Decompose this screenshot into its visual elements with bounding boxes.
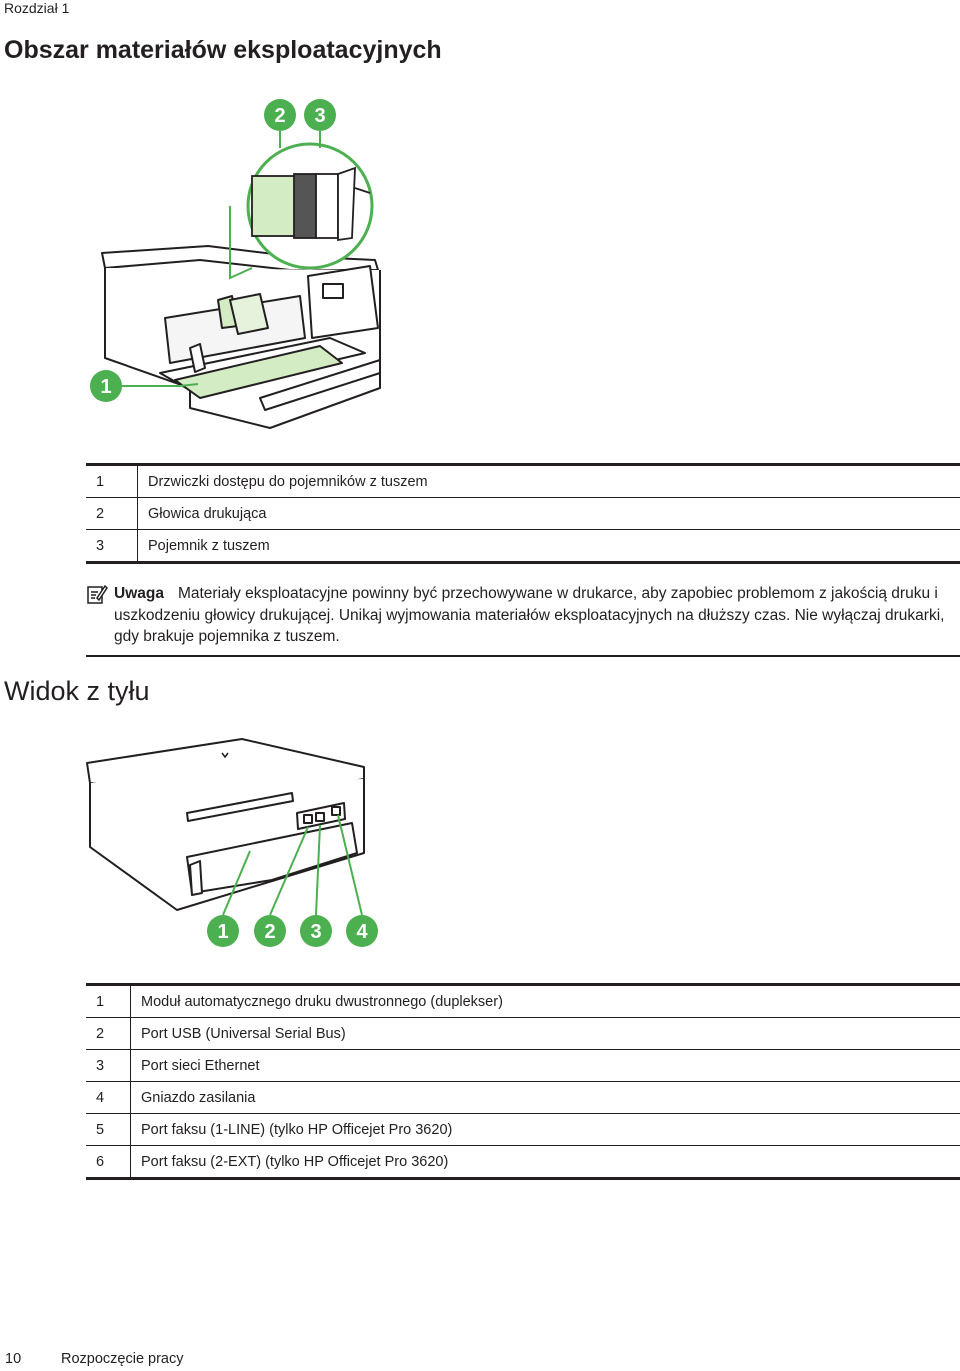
printer-rear-illustration: [82, 735, 392, 953]
note-text-block: [114, 583, 960, 648]
table-row: [86, 1146, 960, 1179]
table-row: [86, 1114, 960, 1146]
section-title-supplies: Obszar materiałów eksploatacyjnych: [4, 36, 442, 64]
row-label: Gniazdo zasilania: [131, 1082, 960, 1114]
rear-callout-3-label: 3: [310, 921, 322, 943]
table-row: [86, 1018, 960, 1050]
row-number: 2: [86, 1018, 131, 1050]
row-label: Port sieci Ethernet: [131, 1050, 960, 1082]
note-pencil-icon: [86, 583, 108, 605]
note-box: [86, 583, 960, 657]
footer-section-name: Rozpoczęcie pracy: [61, 1351, 184, 1367]
row-number: 1: [86, 465, 138, 498]
row-label: Port USB (Universal Serial Bus): [131, 1018, 960, 1050]
table-row: [86, 530, 960, 563]
note-body: Materiały eksploatacyjne powinny być przechowywane w drukarce, aby zapobiec problemom z jakością druku i uszkodzeniu głowicy drukującej. Unikaj wyjmowania materiałów eksploatacyjnych na dłuższy czas. Nie wyłączaj drukarki, gdy brakuje pojemnika z tuszem.: [114, 585, 945, 645]
supplies-parts-table: [86, 463, 960, 564]
row-number: 5: [86, 1114, 131, 1146]
section-title-rear-view: Widok z tyłu: [4, 676, 150, 706]
row-number: 3: [86, 1050, 131, 1082]
rear-parts-table: [86, 983, 960, 1180]
rear-callout-2-label: 2: [264, 921, 276, 943]
callout-1-label: 1: [100, 376, 112, 398]
row-number: 4: [86, 1082, 131, 1114]
callout-2-label: 2: [274, 105, 286, 127]
row-label: Moduł automatycznego druku dwustronnego (duplekser): [131, 985, 960, 1018]
printer-supplies-illustration: [80, 88, 400, 433]
page-number: 10: [5, 1351, 22, 1367]
table-row: [86, 985, 960, 1018]
table-row: [86, 498, 960, 530]
row-number: 1: [86, 985, 131, 1018]
row-label: Pojemnik z tuszem: [138, 530, 960, 563]
row-number: 2: [86, 498, 138, 530]
row-label: Głowica drukująca: [138, 498, 960, 530]
note-label: Uwaga: [114, 585, 164, 602]
rear-callout-1-label: 1: [217, 921, 229, 943]
table-row: [86, 465, 960, 498]
row-label: Port faksu (2-EXT) (tylko HP Officejet Pro 3620): [131, 1146, 960, 1179]
row-number: 6: [86, 1146, 131, 1179]
table-row: [86, 1082, 960, 1114]
row-label: Drzwiczki dostępu do pojemników z tuszem: [138, 465, 960, 498]
row-number: 3: [86, 530, 138, 563]
callout-3-label: 3: [314, 105, 326, 127]
chapter-label: Rozdział 1: [4, 0, 70, 16]
table-row: [86, 1050, 960, 1082]
row-label: Port faksu (1-LINE) (tylko HP Officejet Pro 3620): [131, 1114, 960, 1146]
rear-callout-4-label: 4: [356, 921, 368, 943]
